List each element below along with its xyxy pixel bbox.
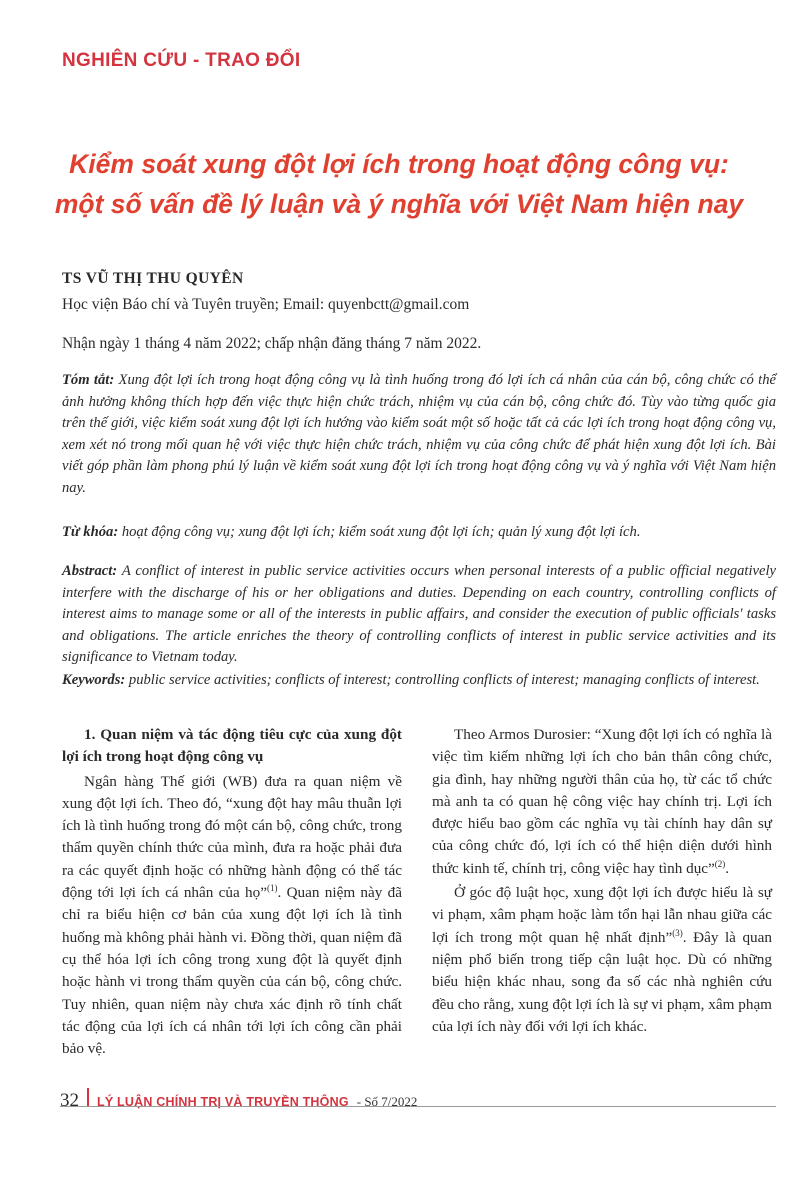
journal-name: LÝ LUẬN CHÍNH TRỊ VÀ TRUYỀN THÔNG	[97, 1095, 349, 1109]
abstract-vi-text: Xung đột lợi ích trong hoạt động công vụ là tình huống trong đó lợi ích cá nhân của cán bộ, công chức có thể ảnh hưởng không thích hợp đến việc thực hiện chức trách, nhiệm vụ của cán bộ, công chức đó. Tùy vào từng quốc gia trên thế giới, việc kiểm soát xung đột lợi ích hướng vào kiểm soát một số hoặc tất cả các lợi ích trong hoạt động công vụ, xem xét nó trong mối quan hệ với việc thực hiện chức trách, nhiệm vụ của công chức để phát hiện xung đột lợi ích. Bài viết góp phần làm phong phú lý luận về kiểm soát xung đột lợi ích trong hoạt động công vụ và ý nghĩa với Việt Nam hiện nay.	[62, 372, 776, 496]
abstract-vietnamese	[62, 370, 776, 500]
abstract-en-label: Abstract:	[62, 563, 118, 579]
abstract-vi-label: Tóm tắt:	[62, 372, 115, 388]
body-left-column	[62, 724, 402, 1060]
page-number: 32	[60, 1090, 79, 1111]
abstract-en-text: A conflict of interest in public service activities occurs when personal interests of a public official negatively interfere with the discharge of his or her obligations and duties. Depending on each country, controlling conflicts of interest aims to manage some or all of the interests in public affairs, and consider the execution of public officials' tasks and obligations. The article enriches the theory of controlling conflicts of interest in public service activities and its significance to Vietnam today.	[62, 563, 776, 666]
footnote-ref: (2)	[714, 858, 726, 869]
section-header: NGHIÊN CỨU - TRAO ĐỔI	[62, 50, 301, 71]
body-paragraph	[62, 771, 402, 1061]
body-paragraph	[432, 882, 772, 1038]
paragraph-text: . Quan niệm này đã chỉ ra biểu hiện cơ bản của xung đột lợi ích là tình huống mà không phải hành vi. Đồng thời, quan niệm đã cụ thể hóa lợi ích công trong xung đột là quyết định hoặc hành vi trong thẩm quyền của cán bộ, công chức. Tuy nhiên, quan niệm này chưa xác định rõ tính chất tác động của lợi ích cá nhân tới lợi ích công cần phải bảo vệ.	[62, 884, 402, 1058]
page-footer	[60, 1088, 417, 1112]
issue-number: - Số 7/2022	[356, 1094, 418, 1109]
keywords-vietnamese	[62, 522, 776, 544]
abstract-english	[62, 561, 776, 669]
paragraph-text: . Đây là quan niệm phổ biến trong tiếp cận luật học. Dù có những biểu hiện khác nhau, song đa số các nhà nghiên cứu đều cho rằng, xung đột lợi ích là sự vi phạm, xâm phạm của lợi ích này đối với lợi ích khác.	[432, 928, 772, 1035]
paragraph-text: Theo Armos Durosier: “Xung đột lợi ích có nghĩa là việc tìm kiếm những lợi ích cho bản thân công chức, gia đình, hay những người thân của họ, từ các tổ chức mà anh ta có quan hệ công việc hay chính trị. Lợi ích được hiểu bao gồm các nghĩa vụ tài chính hay dân sự của công chức đó, lợi ích có thể hiện diện dưới hình thức kinh tế, chính trị, công việc hay tình dục”	[432, 726, 772, 877]
article-title-line-2: một số vấn đề lý luận và ý nghĩa với Việt Nam hiện nay	[54, 189, 744, 219]
article-title-line-1: Kiểm soát xung đột lợi ích trong hoạt động công vụ:	[69, 149, 729, 179]
keywords-en-label: Keywords:	[62, 672, 126, 688]
section-heading: 1. Quan niệm và tác động tiêu cực của xung đột lợi ích trong hoạt động công vụ	[62, 726, 402, 766]
author-name: TS VŨ THỊ THU QUYÊN	[62, 270, 244, 287]
keywords-vi-label: Từ khóa:	[62, 524, 119, 540]
author-affiliation: Học viện Báo chí và Tuyên truyền; Email: quyenbctt@gmail.com	[62, 296, 470, 313]
paragraph-text: Ngân hàng Thế giới (WB) đưa ra quan niệm về xung đột lợi ích. Theo đó, “xung đột hay mâu thuẫn lợi ích là tình huống trong đó một cán bộ, công chức, trong thẩm quyền chính thức của mình, đưa ra hoặc phải đưa ra các quyết định hoặc có những hành động có thể tác động tới lợi ích cá nhân của họ”	[62, 772, 402, 902]
footer-separator	[87, 1088, 89, 1106]
keywords-english	[62, 670, 776, 692]
paragraph-text: Ở góc độ luật học, xung đột lợi ích được hiểu là sự vi phạm, xâm phạm hoặc làm tổn hại lẫn nhau giữa các lợi ích trong một quan hệ nhất định”	[432, 884, 772, 946]
received-accepted-dates: Nhận ngày 1 tháng 4 năm 2022; chấp nhận đăng tháng 7 năm 2022.	[62, 335, 482, 352]
footnote-ref: (1)	[266, 883, 278, 894]
body-right-column	[432, 724, 772, 1038]
body-paragraph: Theo Armos Durosier: “Xung đột lợi ích có nghĩa là việc tìm kiếm những lợi ích cho bản thân công chức, gia đình, hay những người thân của họ, từ các tổ chức mà anh ta có quan hệ công việc hay chính trị. Lợi ích được hiểu bao gồm các nghĩa vụ tài chính hay dân sự của công chức đó, lợi ích có thể hiện diện dưới hình thức kinh tế, chính trị, công việc hay tình dục”$^{(2)}$.	[432, 726, 772, 877]
footnote-ref: (3)	[672, 927, 683, 938]
keywords-vi-text: hoạt động công vụ; xung đột lợi ích; kiểm soát xung đột lợi ích; quản lý xung đột lợi ích.	[118, 524, 641, 540]
keywords-en-text: public service activities; conflicts of interest; controlling conflicts of interest; managing conflicts of interest.	[125, 672, 760, 688]
